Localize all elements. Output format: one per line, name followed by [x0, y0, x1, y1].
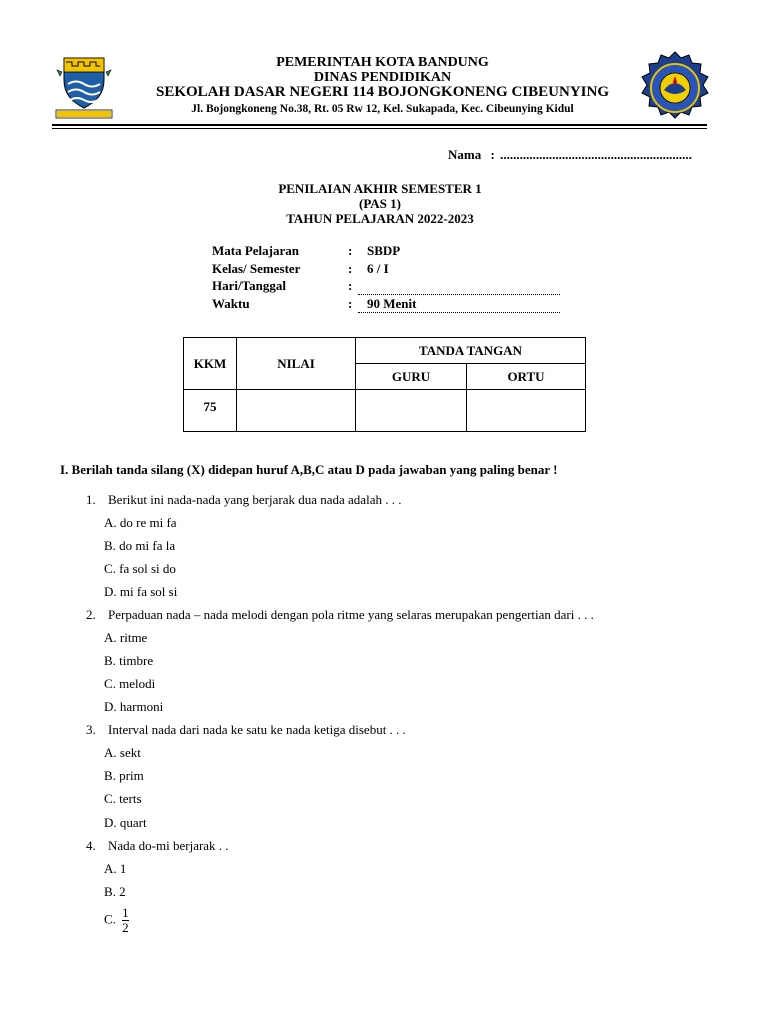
question-number: 1. — [86, 492, 96, 507]
question-text: Interval nada dari nada ke satu ke nada ketiga disebut . . . — [108, 722, 406, 737]
exam-title-line2: (PAS 1) — [358, 196, 401, 211]
nilai-header: NILAI — [237, 338, 356, 390]
answer-option[interactable]: B. 2 — [104, 884, 126, 899]
ortu-header: ORTU — [467, 364, 586, 390]
info-value: SBDP — [367, 243, 401, 258]
answer-option[interactable]: C. fa sol si do — [104, 561, 176, 576]
info-colon: : — [348, 243, 353, 258]
fraction-numerator: 1 — [122, 905, 129, 920]
info-label: Hari/Tanggal — [212, 278, 286, 293]
answer-option[interactable]: A. sekt — [104, 745, 141, 760]
kkm-value: 75 — [184, 390, 237, 432]
exam-title — [180, 181, 580, 226]
info-colon: : — [348, 278, 353, 293]
ortu-signature-cell[interactable] — [467, 390, 586, 432]
question-text: Perpaduan nada – nada melodi dengan pola ritme yang selaras merupakan pengertian dari . . . — [108, 607, 594, 622]
section-instruction: I. Berilah tanda silang (X) didepan huruf A,B,C atau D pada jawaban yang paling benar ! — [60, 462, 558, 477]
question — [86, 838, 229, 854]
question — [86, 722, 406, 738]
answer-option[interactable]: D. mi fa sol si — [104, 584, 178, 599]
name-label: Nama — [448, 147, 482, 162]
question-text: Berikut ini nada-nada yang berjarak dua nada adalah . . . — [108, 492, 402, 507]
department-name: DINAS PENDIDIKAN — [313, 70, 452, 85]
fraction-denominator: 2 — [122, 920, 129, 935]
info-value: 90 Menit — [367, 295, 417, 311]
kkm-header: KKM — [184, 338, 237, 390]
letterhead-rule-thick — [52, 124, 707, 126]
option-letter: C. — [104, 911, 116, 927]
answer-option[interactable]: A. ritme — [104, 630, 148, 645]
answer-option[interactable]: A. do re mi fa — [104, 515, 177, 530]
question-text: Nada do-mi berjarak . . — [108, 838, 229, 853]
question-number: 4. — [86, 838, 96, 853]
bandung-city-logo — [54, 54, 114, 120]
answer-option[interactable]: D. quart — [104, 815, 147, 830]
school-address: Jl. Bojongkoneng No.38, Rt. 05 Rw 12, Kel. Sukapada, Kec. Cibeunying Kidul — [191, 103, 574, 115]
answer-option[interactable]: B. do mi fa la — [104, 538, 176, 553]
letterhead-rule-thin — [52, 128, 707, 129]
school-seal-logo — [634, 50, 716, 126]
info-colon: : — [348, 295, 353, 311]
answer-option[interactable]: B. prim — [104, 768, 144, 783]
answer-option[interactable]: D. harmoni — [104, 699, 164, 714]
info-label: Mata Pelajaran — [212, 243, 300, 258]
tanda-tangan-header: TANDA TANGAN — [356, 338, 586, 364]
government-name: PEMERINTAH KOTA BANDUNG — [276, 55, 489, 70]
question — [86, 492, 401, 508]
name-field[interactable] — [448, 147, 692, 163]
letterhead — [120, 55, 645, 117]
info-label: Kelas/ Semester — [212, 260, 301, 276]
info-colon: : — [348, 260, 353, 276]
fraction — [122, 906, 129, 935]
exam-title-line1: PENILAIAN AKHIR SEMESTER 1 — [278, 181, 482, 196]
info-value: 6 / I — [367, 260, 389, 276]
nilai-cell[interactable] — [237, 390, 356, 432]
school-name: SEKOLAH DASAR NEGERI 114 BOJONGKONENG CIBEUNYING — [156, 84, 609, 100]
name-colon: : — [490, 147, 495, 162]
question-number: 3. — [86, 722, 96, 737]
score-table — [183, 337, 586, 432]
question — [86, 607, 594, 623]
answer-option[interactable] — [104, 906, 129, 935]
time-fill-line — [358, 312, 560, 313]
answer-option[interactable]: C. melodi — [104, 676, 156, 691]
guru-header: GURU — [356, 364, 467, 390]
guru-signature-cell[interactable] — [356, 390, 467, 432]
answer-option[interactable]: A. 1 — [104, 861, 127, 876]
name-dots: ........................................................... — [500, 147, 692, 162]
answer-option[interactable]: B. timbre — [104, 653, 154, 668]
question-number: 2. — [86, 607, 96, 622]
exam-title-line3: TAHUN PELAJARAN 2022-2023 — [286, 211, 474, 226]
info-label: Waktu — [212, 295, 250, 311]
answer-option[interactable]: C. terts — [104, 791, 142, 806]
